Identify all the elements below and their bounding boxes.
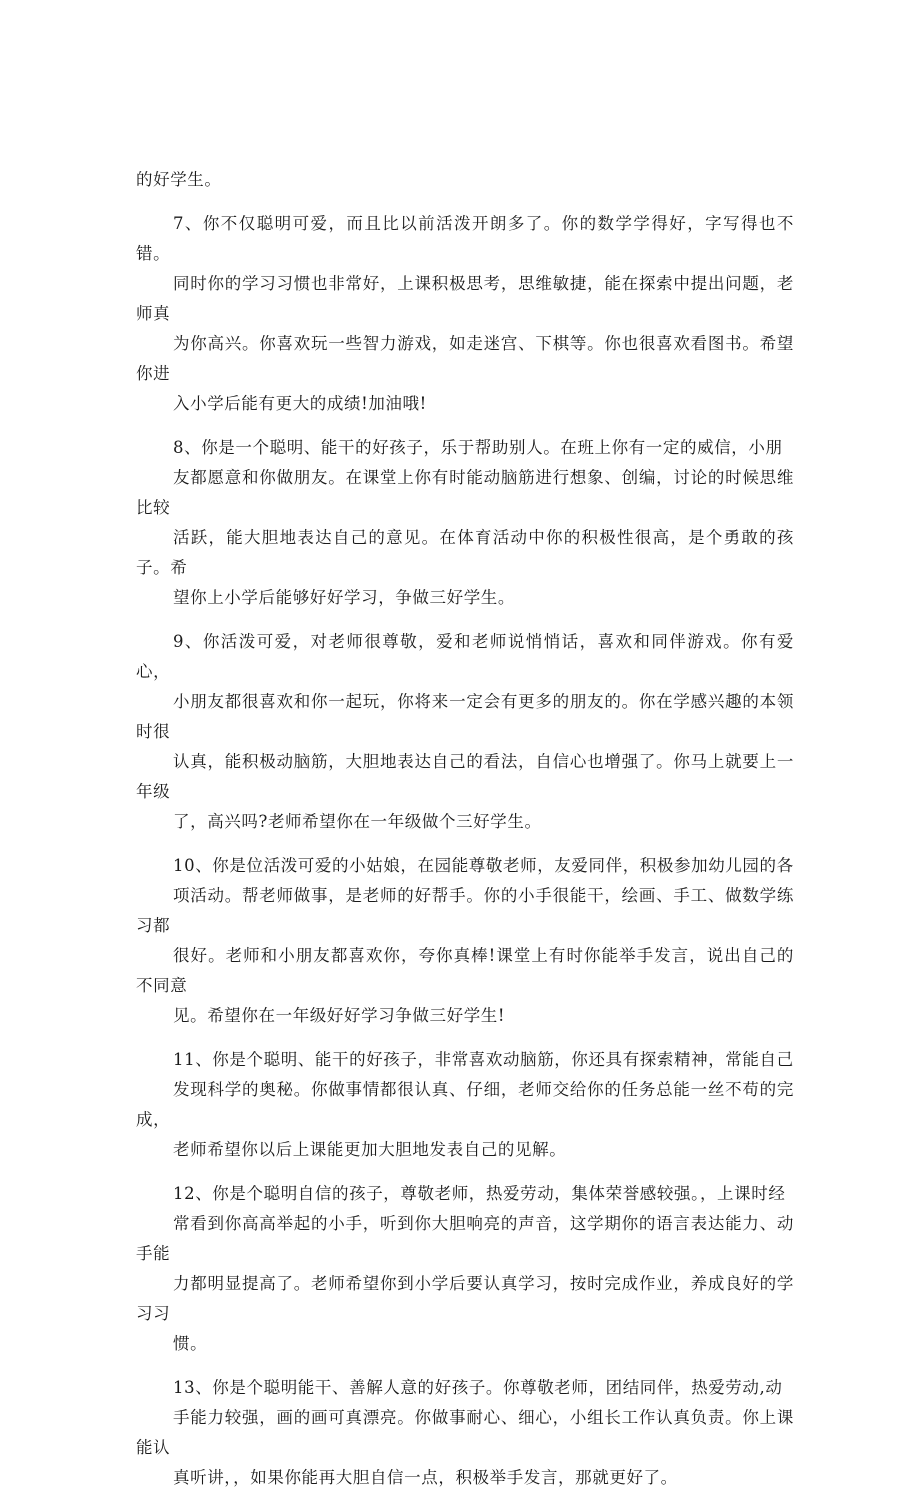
paragraph-line: 小朋友都很喜欢和你一起玩，你将来一定会有更多的朋友的。你在学感兴趣的本领时很 (136, 692, 794, 741)
paragraph-line: 力都明显提高了。老师希望你到小学后要认真学习，按时完成作业，养成良好的学习习 (136, 1274, 794, 1323)
paragraph-line: 友都愿意和你做朋友。在课堂上你有时能动脑筋进行想象、创编，讨论的时候思维比较 (136, 468, 794, 517)
paragraph-line: 认真，能积极动脑筋，大胆地表达自己的看法，自信心也增强了。你马上就要上一年级 (136, 752, 794, 801)
paragraph-line: 很好。老师和小朋友都喜欢你，夸你真棒!课堂上有时你能举手发言，说出自己的不同意 (136, 946, 794, 995)
document-page (136, 165, 794, 1507)
paragraph (136, 433, 794, 613)
paragraph-line: 10、你是位活泼可爱的小姑娘，在园能尊敬老师，友爱同伴，积极参加幼儿园的各 (173, 856, 794, 875)
paragraph-line: 见。希望你在一年级好好学习争做三好学生! (173, 1006, 506, 1025)
paragraph (136, 1045, 794, 1165)
paragraph (136, 627, 794, 837)
paragraph (136, 1179, 794, 1359)
paragraph (136, 209, 794, 419)
paragraph-line: 项活动。帮老师做事，是老师的好帮手。你的小手很能干，绘画、手工、做数学练习都 (136, 886, 794, 935)
paragraph-line: 望你上小学后能够好好学习，争做三好学生。 (173, 588, 515, 607)
paragraph (136, 851, 794, 1031)
paragraph-line: 入小学后能有更大的成绩!加油哦! (173, 394, 427, 413)
paragraph-line: 老师希望你以后上课能更加大胆地发表自己的见解。 (173, 1140, 567, 1159)
paragraph-line: 真听讲，，如果你能再大胆自信一点，积极举手发言，那就更好了。 (173, 1468, 678, 1487)
paragraph-line: 同时你的学习习惯也非常好，上课积极思考，思维敏捷，能在探索中提出问题，老师真 (136, 274, 794, 323)
paragraph-line: 惯。 (173, 1334, 208, 1353)
paragraph-line: 13、你是个聪明能干、善解人意的好孩子。你尊敬老师，团结同伴，热爱劳动,动 (173, 1378, 783, 1397)
paragraph-line: 发现科学的奥秘。你做事情都很认真、仔细，老师交给你的任务总能一丝不苟的完成， (136, 1080, 794, 1129)
paragraph-line: 11、你是个聪明、能干的好孩子，非常喜欢动脑筋，你还具有探索精神，常能自己 (173, 1050, 794, 1069)
paragraph-line: 了，高兴吗?老师希望你在一年级做个三好学生。 (173, 812, 542, 831)
paragraph-line: 活跃，能大胆地表达自己的意见。在体育活动中你的积极性很高，是个勇敢的孩子。希 (136, 528, 794, 577)
paragraph (136, 1373, 794, 1493)
paragraph-line: 9、你活泼可爱，对老师很尊敬，爱和老师说悄悄话，喜欢和同伴游戏。你有爱心， (136, 632, 794, 681)
paragraph (136, 165, 794, 195)
paragraph-line: 7、你不仅聪明可爱，而且比以前活泼开朗多了。你的数学学得好，字写得也不错。 (136, 214, 794, 263)
paragraph-line: 手能力较强，画的画可真漂亮。你做事耐心、细心，小组长工作认真负责。你上课能认 (136, 1408, 794, 1457)
paragraph-line: 8、你是一个聪明、能干的好孩子，乐于帮助别人。在班上你有一定的威信，小朋 (173, 438, 783, 457)
paragraph-line: 12、你是个聪明自信的孩子，尊敬老师，热爱劳动，集体荣誉感较强。，上课时经 (173, 1184, 786, 1203)
paragraph-line: 常看到你高高举起的小手，听到你大胆响亮的声音，这学期你的语言表达能力、动手能 (136, 1214, 794, 1263)
paragraph-line: 的好学生。 (136, 170, 222, 189)
paragraph-line: 为你高兴。你喜欢玩一些智力游戏，如走迷宫、下棋等。你也很喜欢看图书。希望你进 (136, 334, 794, 383)
